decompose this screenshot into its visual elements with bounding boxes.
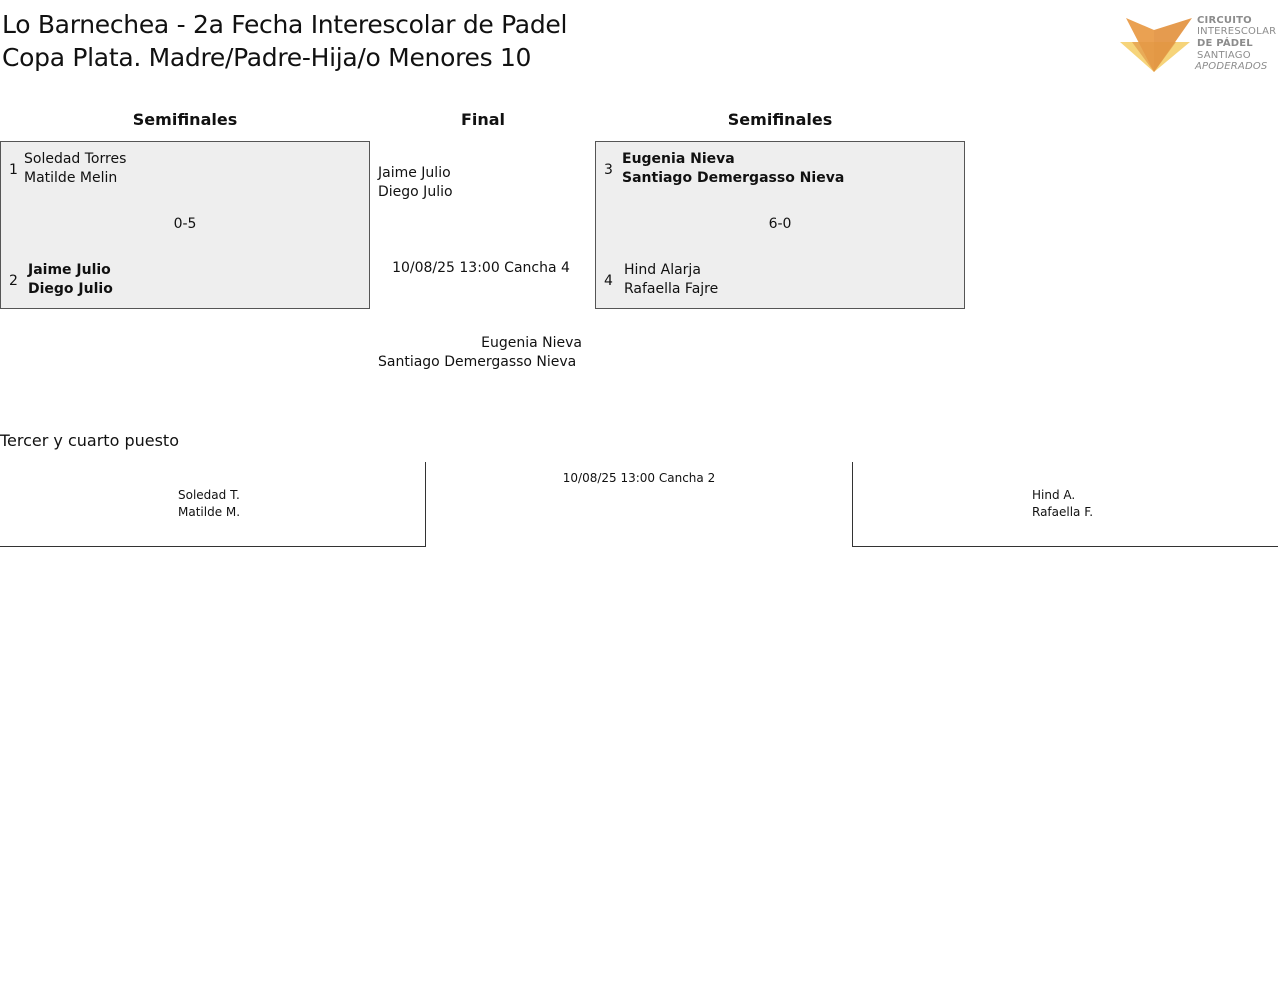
seed-1: 1 bbox=[9, 162, 18, 178]
fox-logo-icon bbox=[1118, 14, 1194, 76]
final-match[interactable] bbox=[378, 164, 592, 374]
match-score: 6-0 bbox=[768, 216, 792, 232]
team-b-player-2: Rafaella Fajre bbox=[624, 281, 719, 297]
final-right-player-1: Eugenia Nieva bbox=[481, 335, 582, 351]
third-place-schedule: 10/08/25 13:00 Cancha 2 bbox=[562, 471, 716, 485]
final-right-player-2: Santiago Demergasso Nieva bbox=[378, 354, 577, 370]
logo-text-santiago: SANTIAGO bbox=[1197, 50, 1251, 61]
third-place-left-team[interactable] bbox=[0, 462, 426, 547]
semifinal-right-match[interactable] bbox=[595, 141, 965, 309]
seed-4: 4 bbox=[604, 273, 613, 289]
logo-text-de-padel: DE PÁDEL bbox=[1197, 38, 1253, 49]
third-left-player-1: Soledad T. bbox=[178, 488, 240, 502]
team-a-player-2: Matilde Melin bbox=[24, 170, 118, 186]
team-b-player-1: Hind Alarja bbox=[624, 262, 701, 278]
third-left-player-2: Matilde M. bbox=[178, 505, 241, 519]
third-place-right-team[interactable] bbox=[852, 462, 1278, 547]
seed-2: 2 bbox=[9, 273, 18, 289]
third-place-heading: Tercer y cuarto puesto bbox=[0, 431, 179, 450]
left-semifinals-heading: Semifinales bbox=[132, 110, 238, 129]
circuit-logo bbox=[1118, 14, 1278, 76]
seed-3: 3 bbox=[604, 162, 613, 178]
final-heading: Final bbox=[460, 110, 506, 129]
final-left-player-1: Jaime Julio bbox=[378, 165, 451, 181]
team-b-player-1: Jaime Julio bbox=[28, 262, 111, 278]
final-left-player-2: Diego Julio bbox=[378, 184, 453, 200]
semifinal-left-match[interactable] bbox=[0, 141, 370, 309]
page-title-line-1: Lo Barnechea - 2a Fecha Interescolar de Padel bbox=[2, 10, 568, 39]
team-a-player-2: Santiago Demergasso Nieva bbox=[622, 170, 845, 186]
team-a-player-1: Soledad Torres bbox=[24, 151, 127, 167]
logo-text-apoderados: APODERADOS bbox=[1195, 61, 1268, 72]
third-right-player-1: Hind A. bbox=[1032, 488, 1076, 502]
right-semifinals-heading: Semifinales bbox=[727, 110, 833, 129]
logo-text-interescolar: INTERESCOLAR bbox=[1197, 26, 1277, 37]
match-score: 0-5 bbox=[173, 216, 197, 232]
third-right-player-2: Rafaella F. bbox=[1032, 505, 1094, 519]
team-b-player-2: Diego Julio bbox=[28, 281, 113, 297]
final-schedule: 10/08/25 13:00 Cancha 4 bbox=[392, 260, 570, 276]
team-a-player-1: Eugenia Nieva bbox=[622, 151, 735, 167]
page-title-line-2: Copa Plata. Madre/Padre-Hija/o Menores 10 bbox=[2, 43, 532, 72]
logo-text-circuito: CIRCUITO bbox=[1197, 15, 1252, 26]
